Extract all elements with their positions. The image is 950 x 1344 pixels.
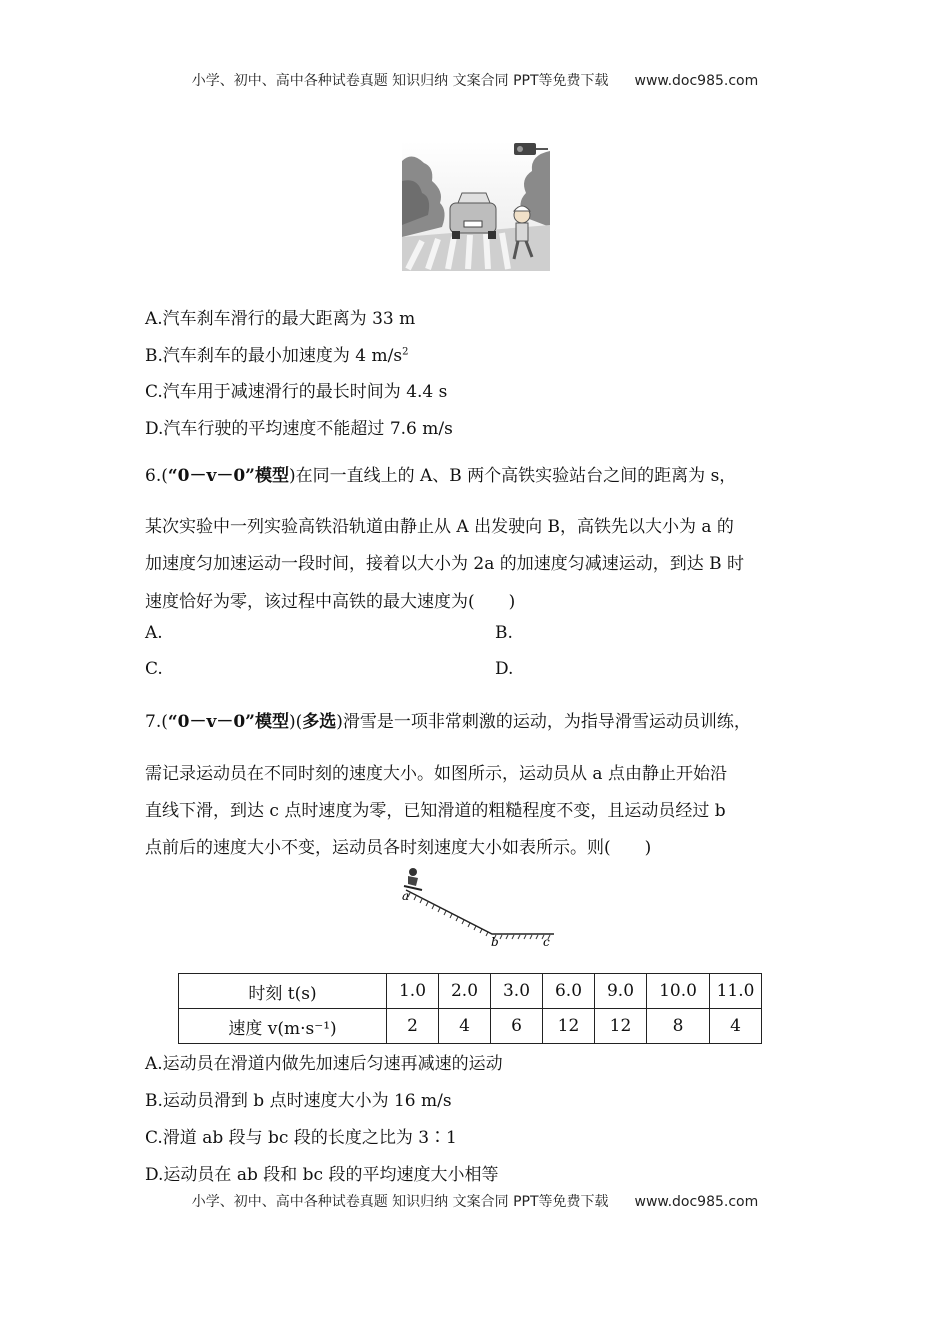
point-a-label: a [402, 889, 410, 903]
table-cell: 1.0 [387, 974, 439, 1009]
q6-option-a: A. [145, 623, 163, 643]
table-cell: 12 [543, 1009, 595, 1044]
point-b-label: b [491, 935, 499, 949]
table-cell: 速度 v(m·s⁻¹) [179, 1009, 387, 1044]
q7-num: 7.( [145, 712, 168, 732]
page-footer [0, 1191, 950, 1211]
table-cell: 6 [491, 1009, 543, 1044]
point-c-label: c [543, 935, 550, 949]
q7-option-a: A.运动员在滑道内做先加速后匀速再减速的运动 [145, 1054, 503, 1074]
q7-option-d: D.运动员在 ab 段和 bc 段的平均速度大小相等 [145, 1165, 499, 1185]
q6-stem-line3: 加速度匀加速运动一段时间，接着以大小为 2a 的加速度匀减速运动，到达 B 时 [145, 554, 745, 574]
q7-model: “0－v－0”模型 [167, 712, 289, 732]
q6-line1-rest: )在同一直线上的 A、B 两个高铁实验站台之间的距离为 s， [288, 466, 737, 486]
table-cell: 时刻 t(s) [179, 974, 387, 1009]
q6-model: “0－v－0”模型 [167, 466, 289, 486]
header-site: www.doc985.com [634, 73, 759, 89]
table-cell: 8 [647, 1009, 710, 1044]
table-cell: 4 [439, 1009, 491, 1044]
table-cell: 3.0 [491, 974, 543, 1009]
page-header [0, 70, 950, 90]
q7-stem-line1 [145, 707, 751, 732]
q6-option-d: D. [495, 659, 514, 679]
q7-option-c: C.滑道 ab 段与 bc 段的长度之比为 3∶1 [145, 1128, 457, 1148]
q7-stem-line2: 需记录运动员在不同时刻的速度大小。如图所示，运动员从 a 点由静止开始沿 [145, 764, 727, 784]
q6-stem-line1 [145, 461, 736, 486]
table-cell: 12 [595, 1009, 647, 1044]
q7-multi: 多选 [302, 712, 337, 732]
table-cell: 9.0 [595, 974, 647, 1009]
q6-stem-line4: 速度恰好为零，该过程中高铁的最大速度为( ) [145, 592, 516, 612]
q7-option-b: B.运动员滑到 b 点时速度大小为 16 m/s [145, 1091, 452, 1111]
q6-option-c: C. [145, 659, 163, 679]
q6-stem-line2: 某次实验中一列实验高铁沿轨道由静止从 A 出发驶向 B，高铁先以大小为 a 的 [145, 517, 734, 537]
table-cell: 6.0 [543, 974, 595, 1009]
q5-option-b [145, 341, 408, 366]
q5-option-d: D.汽车行驶的平均速度不能超过 7.6 m/s [145, 419, 453, 439]
table-cell: 11.0 [710, 974, 762, 1009]
q5-option-a: A.汽车刹车滑行的最大距离为 33 m [145, 309, 416, 329]
q7-line1-rest: )滑雪是一项非常刺激的运动，为指导滑雪运动员训练， [336, 712, 751, 732]
q5-option-c: C.汽车用于减速滑行的最长时间为 4.4 s [145, 382, 448, 402]
q5-option-b-sup: 2 [402, 346, 409, 358]
q7-stem-line4: 点前后的速度大小不变，运动员各时刻速度大小如表所示。则( ) [145, 838, 652, 858]
footer-text: 小学、初中、高中各种试卷真题 知识归纳 文案合同 PPT等免费下载 [191, 1194, 609, 1210]
q6-option-b: B. [495, 623, 513, 643]
table-row-time [179, 974, 762, 1009]
ski-slope-figure [396, 866, 560, 950]
header-text: 小学、初中、高中各种试卷真题 知识归纳 文案合同 PPT等免费下载 [191, 73, 609, 89]
table-cell: 10.0 [647, 974, 710, 1009]
table-cell: 4 [710, 1009, 762, 1044]
footer-site: www.doc985.com [634, 1194, 759, 1210]
speed-time-table [178, 973, 762, 1044]
table-cell: 2 [387, 1009, 439, 1044]
table-row-speed [179, 1009, 762, 1044]
q7-mid: )( [288, 712, 303, 732]
q7-stem-line3: 直线下滑，到达 c 点时速度为零，已知滑道的粗糙程度不变，且运动员经过 b [145, 801, 726, 821]
skier-icon [404, 868, 422, 890]
q6-num: 6.( [145, 466, 168, 486]
car-crossing-illustration [402, 141, 550, 271]
table-cell: 2.0 [439, 974, 491, 1009]
q5-option-b-text: B.汽车刹车的最小加速度为 4 m/s [145, 346, 403, 366]
